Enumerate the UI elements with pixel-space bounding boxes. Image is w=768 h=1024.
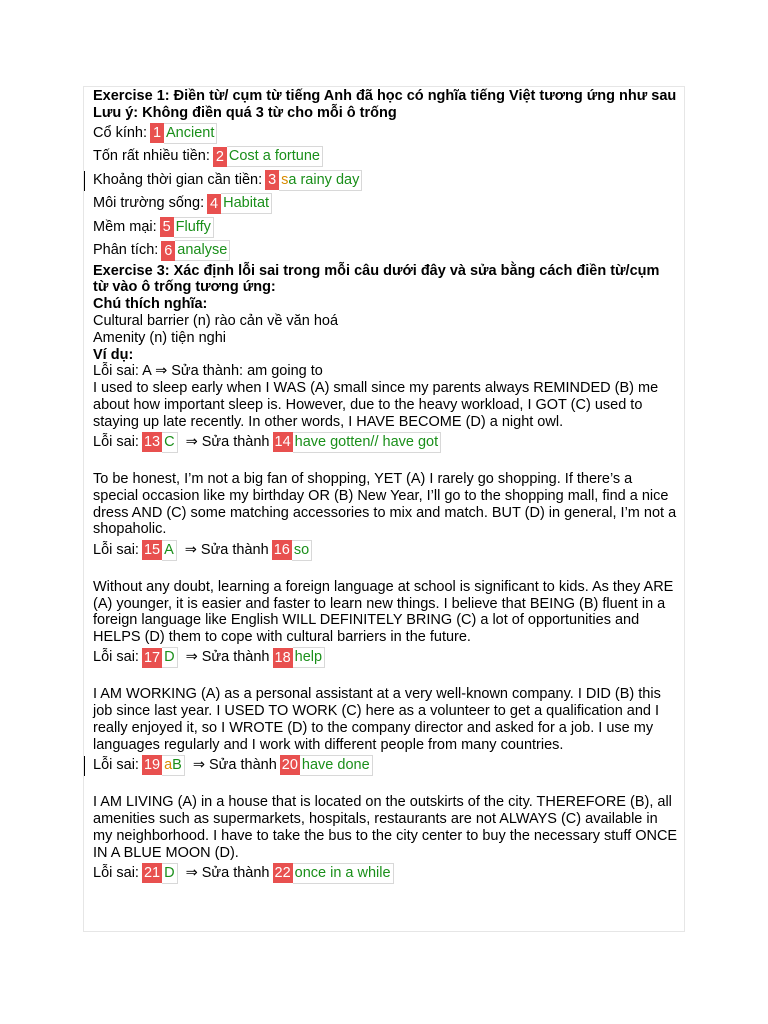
fix-label: Sửa thành [201, 649, 270, 666]
answer-row-5 [93, 861, 678, 885]
error-answer-field-21[interactable]: D [162, 863, 177, 884]
fix-label: Sửa thành [209, 756, 277, 773]
exercise3-title: Exercise 3: Xác định lỗi sai trong mỗi câu dưới đây và sửa bằng cách điền từ/cụm từ vào ô trống tương ứng: [93, 262, 660, 296]
error-label: Lỗi sai: [93, 433, 139, 450]
exercise-paragraph-3: Without any doubt, learning a foreign language at school is significant to kids. As they ARE (A) younger, it is easier and faster to learn new things. I believe that BEING (B) fluent in a foreign language like English WILL DEFINITELY BRING (C) a lot of opportunities and HELPS (D) them to cope with cultural barriers in the future. [93, 578, 674, 646]
example-heading: Ví dụ: [93, 346, 134, 363]
text-cursor [84, 756, 85, 776]
fix-answer-field-22[interactable]: once in a while [293, 863, 394, 884]
arrow-icon: ⇒ [185, 864, 198, 881]
error-label: Lỗi sai: [93, 541, 139, 558]
error-label: Lỗi sai: [93, 756, 139, 773]
fix-label: Sửa thành [201, 864, 270, 881]
error-answer-field-15[interactable]: A [162, 540, 177, 561]
item-label: Phân tích: [93, 242, 159, 259]
ex1-item-4 [93, 192, 678, 216]
question-number-badge: 1 [150, 123, 164, 143]
question-number-badge: 18 [274, 649, 291, 666]
error-label: Lỗi sai: [93, 864, 139, 881]
gloss-cultural-barrier: Cultural barrier (n) rào cản về văn hoá [93, 312, 339, 329]
question-number-badge: 6 [161, 241, 175, 261]
answer-row-4 [93, 754, 678, 778]
item-label: Khoảng thời gian cần tiền: [93, 171, 263, 188]
worksheet-content [93, 88, 678, 885]
question-number-badge: 17 [143, 649, 161, 666]
exercise-paragraph-1: I used to sleep early when I WAS (A) small since my parents always REMINDED (B) me about how important sleep is. However, due to the heavy workload, I GOT (C) used to staying up late recently. In other words, I HAVE BECOME (D) a night owl. [93, 380, 659, 430]
ex1-item-3 [93, 169, 678, 193]
gloss-heading: Chú thích nghĩa: [93, 296, 208, 313]
question-number-badge: 21 [143, 865, 161, 882]
fix-label: Sửa thành [200, 541, 269, 558]
example-line: Lỗi sai: A ⇒ Sửa thành: am going to [93, 363, 323, 380]
text-cursor [84, 171, 85, 191]
question-number-badge: 14 [274, 434, 291, 451]
exercise-paragraph-4: I AM WORKING (A) as a personal assistant at a very well-known company. I DID (B) this job since last year. I USED TO WORK (C) here as a volunteer to get a qualification and I really enjoyed it, so I WROTE (D) to the company director and asked for a job. I use my languages regularly and I work with different people from many countries. [93, 686, 661, 753]
answer-field-5[interactable]: Fluffy [174, 217, 214, 238]
answer-row-3 [93, 646, 678, 670]
question-number-badge: 20 [281, 757, 298, 774]
question-number-badge: 4 [207, 194, 221, 214]
error-answer-field-13[interactable]: C [162, 432, 177, 453]
question-number-badge: 15 [143, 542, 161, 558]
answer-row-1 [93, 431, 678, 455]
ex1-item-5 [93, 216, 678, 240]
answer-row-2 [93, 538, 678, 562]
answer-field-1[interactable]: Ancient [164, 123, 217, 144]
question-number-badge: 19 [143, 757, 161, 774]
item-label: Tốn rất nhiều tiền: [93, 148, 210, 165]
exercise-paragraph-5: I AM LIVING (A) in a house that is located on the outskirts of the city. THEREFORE (B), all amenities such as supermarkets, hospitals, restaurants are not ALWAYS (C) available in my neighborhood. I have to take the bus to the city center to buy the necessary stuff ONCE IN A BLUE MOON (D). [93, 794, 678, 861]
item-label: Mềm mại: [93, 218, 157, 235]
error-label: Lỗi sai: [93, 649, 139, 666]
exercise1-title: Exercise 1: Điền từ/ cụm từ tiếng Anh đã học có nghĩa tiếng Việt tương ứng như sau [93, 88, 677, 104]
question-number-badge: 16 [273, 542, 290, 558]
item-label: Môi trường sống: [93, 195, 205, 212]
question-number-badge: 2 [213, 147, 227, 167]
question-number-badge: 3 [265, 170, 279, 190]
ex1-item-2 [93, 145, 678, 169]
error-answer-field-17[interactable]: D [162, 647, 177, 668]
answer-field-6[interactable]: analyse [175, 240, 230, 261]
ex1-item-1 [93, 122, 678, 146]
fix-label: Sửa thành [201, 433, 270, 450]
item-label: Cổ kính: [93, 124, 147, 141]
answer-field-4[interactable]: Habitat [221, 193, 272, 214]
fix-answer-field-16[interactable]: so [292, 540, 312, 561]
question-number-badge: 13 [143, 434, 161, 451]
exercise-paragraph-2: To be honest, I’m not a big fan of shopping, YET (A) I rarely go shopping. If there’s a special occasion like my birthday OR (B) New Year, I’ll go to the shopping mall, find a nice dress AND (C) some matching accessories to mix and match. BUT (D) in general, I’m not a shopaholic. [93, 471, 677, 538]
arrow-icon: ⇒ [185, 433, 198, 450]
ex1-item-6 [93, 239, 678, 263]
question-number-badge: 22 [274, 865, 291, 882]
fix-answer-field-14[interactable]: have gotten// have got [293, 432, 442, 453]
answer-field-3[interactable]: sa rainy day [279, 170, 362, 191]
arrow-icon: ⇒ [185, 649, 198, 666]
exercise1-note: Lưu ý: Không điền quá 3 từ cho mỗi ô trống [93, 104, 397, 121]
arrow-icon: ⇒ [192, 756, 205, 773]
fix-answer-field-18[interactable]: help [293, 647, 325, 668]
fix-answer-field-20[interactable]: have done [300, 755, 373, 776]
answer-field-2[interactable]: Cost a fortune [227, 146, 323, 167]
question-number-badge: 5 [160, 217, 174, 237]
arrow-icon: ⇒ [184, 541, 197, 558]
error-answer-field-19[interactable]: aB [162, 755, 185, 776]
gloss-amenity: Amenity (n) tiện nghi [93, 329, 226, 346]
